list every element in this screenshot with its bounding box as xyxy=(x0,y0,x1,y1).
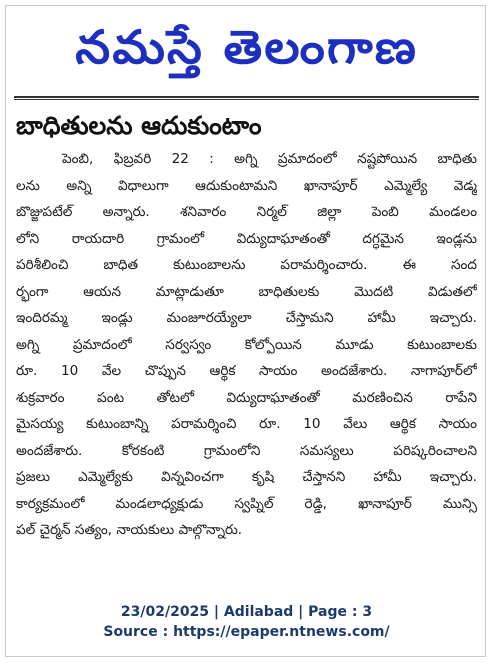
article-line: పెంబి, ఫిబ్రవరి 22 : అగ్ని ప్రమాదంలో నష్టపోయిన బాధితు xyxy=(62,151,477,167)
article-line: లను అన్ని విధాలుగా ఆదుకుంటామని ఖానాపూర్ ఎమ్మెల్యే వెడ్మ xyxy=(16,177,477,194)
article-line: అగ్ని ప్రమాదంలో సర్వస్వం కోల్పోయిన మూడు కుటుంబాలకు xyxy=(16,336,477,353)
article-line: ఇందిరమ్మ ఇండ్లు మంజూరయ్యేలా చేస్తామని హామీ ఇచ్చారు. xyxy=(16,310,477,326)
divider-thick xyxy=(14,96,479,98)
article-line: రూ. 10 వేల చొప్పున ఆర్థిక సాయం అందజేశారు. నాగాపూర్‌లో xyxy=(16,363,477,379)
newspaper-masthead xyxy=(0,6,493,88)
divider-thin xyxy=(14,99,479,100)
article-line: లోని రాయదారి గ్రామంలో విద్యుదాఘాతంతో దగ్ధమైన ఇండ్లను xyxy=(16,230,477,247)
article-line: మైసయ్య కుటుంబాన్ని పరామర్శించి రూ. 10 వేలు ఆర్థిక సాయం xyxy=(16,416,477,432)
article-line: అందజేశారు. కోరకంటి గ్రామంలోని సమస్యలు పరిష్కరించాలని xyxy=(16,442,477,459)
source-link[interactable]: Source : https://epaper.ntnews.com/ xyxy=(103,624,390,640)
article-line: ప్రజలు ఎమ్మెల్యేకు విన్నవించగా కృషి చేస్తానని హామీ ఇచ్చారు. xyxy=(16,469,477,485)
publication-meta: 23/02/2025 | Adilabad | Page : 3 xyxy=(120,604,373,620)
article-line: బొజ్జుపటేల్ అన్నారు. శనివారం నిర్మల్ జిల్లా పెంబి మండలం xyxy=(16,204,477,220)
article-line-last: పల్ చైర్మన్ సత్యం, నాయకులు పాల్గొన్నారు. xyxy=(16,522,243,538)
article-line: ర్భంగా ఆయన మాట్లాడుతూ బాధితులకు మొదటి విడుతలో xyxy=(16,283,477,300)
article-line: కార్యక్రమంలో మండలాధ్యక్షుడు స్వప్నిల్ రెడ్డి, ఖానాపూర్ మున్సి xyxy=(16,495,477,512)
article-body xyxy=(16,146,477,544)
article-line: పరిశీలించి బాధిత కుటుంబాలను పరామర్శించారు. ఈ సంద xyxy=(16,257,477,273)
article-line: శుక్రవారం పంట తోటలో విద్యుదాఘాతంతో మరణించిన రాపేని xyxy=(16,389,477,406)
masthead-logo-text: నమస్తే తెలంగాణ xyxy=(75,20,418,74)
article-headline: బాధితులను ఆదుకుంటాం xyxy=(16,111,262,140)
